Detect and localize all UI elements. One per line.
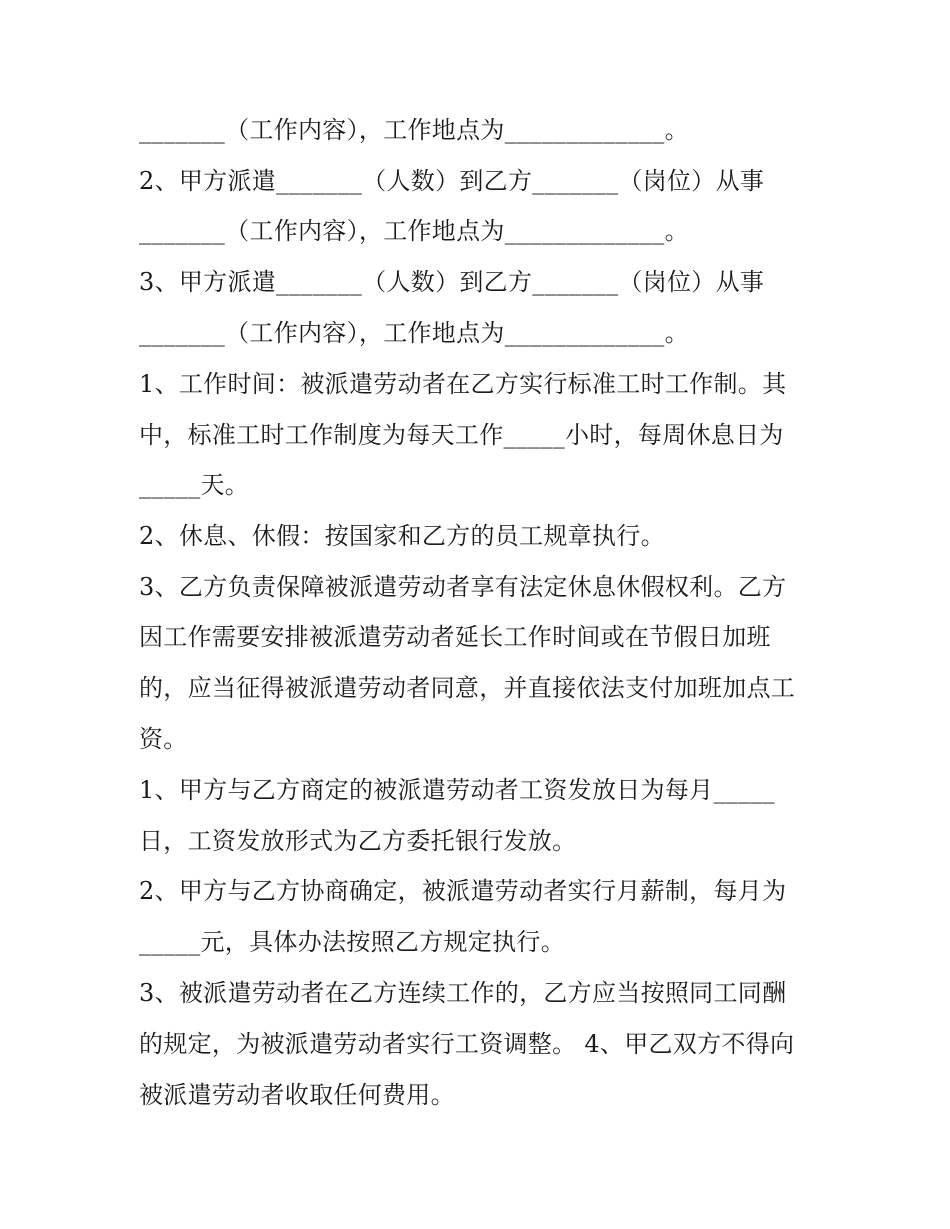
text-line: 1、工作时间：被派遣劳动者在乙方实行标准工时工作制。其 <box>139 370 787 398</box>
text-line: 的，应当征得被派遣劳动者同意，并直接依法支付加班加点工 <box>139 674 796 702</box>
text-line: 因工作需要安排被派遣劳动者延长工作时间或在节假日加班 <box>139 623 771 651</box>
text-line: _____元，具体办法按照乙方规定执行。 <box>139 928 565 956</box>
text-line: 3、被派遣劳动者在乙方连续工作的，乙方应当按照同工同酬 <box>139 979 787 1007</box>
text-line: 的规定，为被派遣劳动者实行工资调整。 4、甲乙双方不得向 <box>139 1030 795 1058</box>
text-line: 3、乙方负责保障被派遣劳动者享有法定休息休假权利。乙方 <box>139 573 787 601</box>
text-line: 日，工资发放形式为乙方委托银行发放。 <box>139 827 577 855</box>
text-line: _______（工作内容），工作地点为_____________。 <box>139 116 689 144</box>
text-line: 2、甲方派遣_______（人数）到乙方_______（岗位）从事 <box>139 167 765 195</box>
text-line: _______（工作内容），工作地点为_____________。 <box>139 217 689 245</box>
text-line: 2、甲方与乙方协商确定，被派遣劳动者实行月薪制，每月为 <box>139 877 787 905</box>
text-line: 被派遣劳动者收取任何费用。 <box>139 1081 455 1109</box>
text-line: 资。 <box>139 725 188 753</box>
text-line: 2、休息、休假：按国家和乙方的员工规章执行。 <box>139 522 665 550</box>
text-line: 中，标准工时工作制度为每天工作_____小时，每周休息日为 <box>139 421 784 449</box>
text-line: _____天。 <box>139 471 250 499</box>
text-line: 3、甲方派遣_______（人数）到乙方_______（岗位）从事 <box>139 268 765 296</box>
text-line: _______（工作内容），工作地点为_____________。 <box>139 319 689 347</box>
text-line: 1、甲方与乙方商定的被派遣劳动者工资发放日为每月_____ <box>139 776 775 804</box>
